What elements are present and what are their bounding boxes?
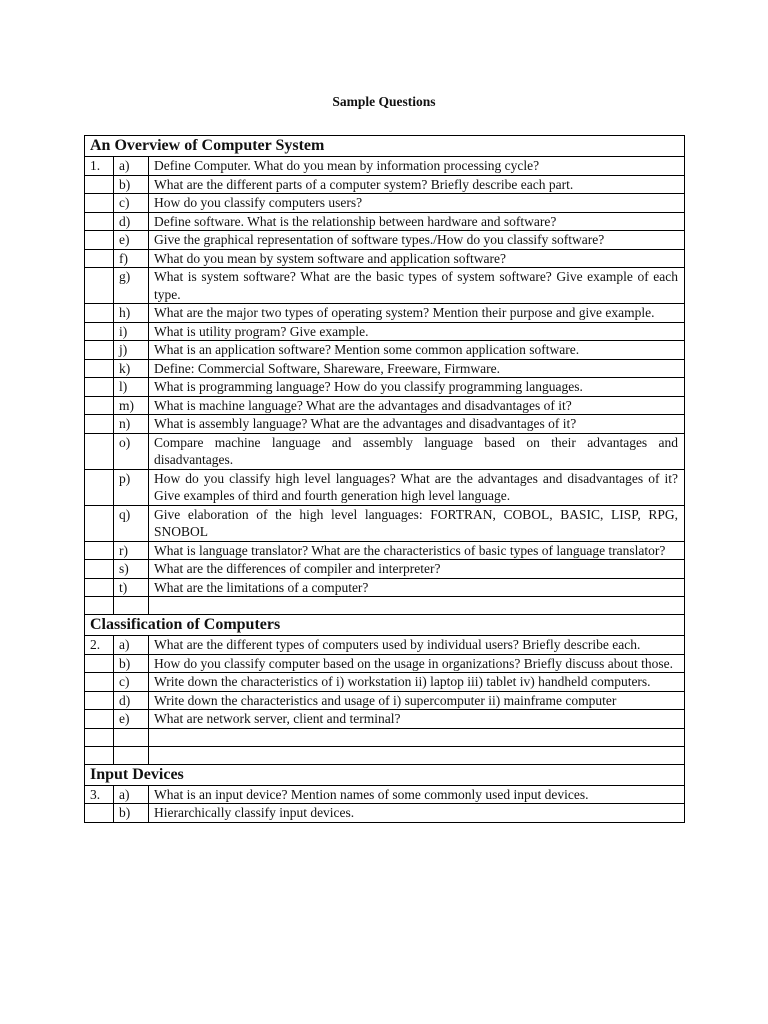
question-text: Define software. What is the relationship between hardware and software? [149, 212, 685, 231]
question-text: Write down the characteristics of i) workstation ii) laptop iii) tablet iv) handheld computers. [149, 673, 685, 692]
table-row [85, 433, 685, 469]
question-text: What do you mean by system software and application software? [149, 249, 685, 268]
table-row [85, 505, 685, 541]
question-text: What is utility program? Give example. [149, 322, 685, 341]
section-header-row [85, 615, 685, 636]
question-text: Compare machine language and assembly language based on their advantages and disadvantages. [149, 433, 685, 469]
item-label: e) [114, 231, 149, 250]
question-text: What are the different types of computers used by individual users? Briefly describe each. [149, 636, 685, 655]
question-text: Give the graphical representation of software types./How do you classify software? [149, 231, 685, 250]
question-text: Hierarchically classify input devices. [149, 804, 685, 823]
table-row [85, 359, 685, 378]
question-text: What are network server, client and terminal? [149, 710, 685, 729]
question-text: How do you classify computer based on the usage in organizations? Briefly discuss about those. [149, 654, 685, 673]
empty-row [85, 746, 685, 764]
table-row [85, 322, 685, 341]
question-text: What is programming language? How do you classify programming languages. [149, 378, 685, 397]
question-text: Write down the characteristics and usage of i) supercomputer ii) mainframe computer [149, 691, 685, 710]
section-header-row [85, 764, 685, 785]
table-row [85, 175, 685, 194]
item-label: b) [114, 804, 149, 823]
item-label: t) [114, 578, 149, 597]
question-text: How do you classify high level languages? What are the advantages and disadvantages of it? Give examples of third and fourth generation high level language. [149, 469, 685, 505]
section-heading: Input Devices [85, 764, 685, 785]
question-text: What is assembly language? What are the advantages and disadvantages of it? [149, 415, 685, 434]
question-text: What is system software? What are the basic types of system software? Give example of each type. [149, 268, 685, 304]
item-label: b) [114, 654, 149, 673]
question-text: What are the major two types of operating system? Mention their purpose and give example. [149, 304, 685, 323]
item-label: f) [114, 249, 149, 268]
section-header-row [85, 136, 685, 157]
question-text: How do you classify computers users? [149, 194, 685, 213]
item-label: q) [114, 505, 149, 541]
question-text: What is an input device? Mention names of some commonly used input devices. [149, 785, 685, 804]
section-heading: Classification of Computers [85, 615, 685, 636]
question-text: What are the limitations of a computer? [149, 578, 685, 597]
table-row [85, 194, 685, 213]
question-text: What are the differences of compiler and interpreter? [149, 560, 685, 579]
page-title: Sample Questions [332, 94, 436, 109]
question-text: Define Computer. What do you mean by information processing cycle? [149, 157, 685, 176]
item-label: i) [114, 322, 149, 341]
item-label: n) [114, 415, 149, 434]
item-label: b) [114, 175, 149, 194]
table-row [85, 231, 685, 250]
item-label: a) [114, 785, 149, 804]
item-label: c) [114, 194, 149, 213]
questions-table [84, 135, 685, 823]
table-row [85, 654, 685, 673]
question-text: What is an application software? Mention some common application software. [149, 341, 685, 360]
item-label: g) [114, 268, 149, 304]
table-row [85, 157, 685, 176]
question-text: What are the different parts of a computer system? Briefly describe each part. [149, 175, 685, 194]
item-label: m) [114, 396, 149, 415]
item-label: p) [114, 469, 149, 505]
item-label: r) [114, 541, 149, 560]
item-label: h) [114, 304, 149, 323]
question-text: What is machine language? What are the advantages and disadvantages of it? [149, 396, 685, 415]
table-row [85, 396, 685, 415]
item-label: j) [114, 341, 149, 360]
item-label: l) [114, 378, 149, 397]
item-label: c) [114, 673, 149, 692]
item-label: d) [114, 212, 149, 231]
item-label: a) [114, 636, 149, 655]
item-label: o) [114, 433, 149, 469]
table-row [85, 673, 685, 692]
question-number: 3. [85, 785, 114, 804]
table-row [85, 541, 685, 560]
table-row [85, 691, 685, 710]
table-row [85, 710, 685, 729]
question-text: Give elaboration of the high level languages: FORTRAN, COBOL, BASIC, LISP, RPG, SNOBOL [149, 505, 685, 541]
table-row [85, 304, 685, 323]
item-label: k) [114, 359, 149, 378]
table-row [85, 636, 685, 655]
empty-row [85, 597, 685, 615]
empty-row [85, 728, 685, 746]
item-label: d) [114, 691, 149, 710]
question-number: 2. [85, 636, 114, 655]
table-row [85, 560, 685, 579]
table-row [85, 469, 685, 505]
item-label: e) [114, 710, 149, 729]
table-row [85, 578, 685, 597]
table-row [85, 249, 685, 268]
question-text: Define: Commercial Software, Shareware, Freeware, Firmware. [149, 359, 685, 378]
question-number: 1. [85, 157, 114, 176]
table-row [85, 341, 685, 360]
table-row [85, 785, 685, 804]
table-row [85, 378, 685, 397]
section-heading: An Overview of Computer System [85, 136, 685, 157]
table-row [85, 212, 685, 231]
table-row [85, 415, 685, 434]
table-row [85, 268, 685, 304]
table-row [85, 804, 685, 823]
item-label: s) [114, 560, 149, 579]
item-label: a) [114, 157, 149, 176]
question-text: What is language translator? What are the characteristics of basic types of language translator? [149, 541, 685, 560]
